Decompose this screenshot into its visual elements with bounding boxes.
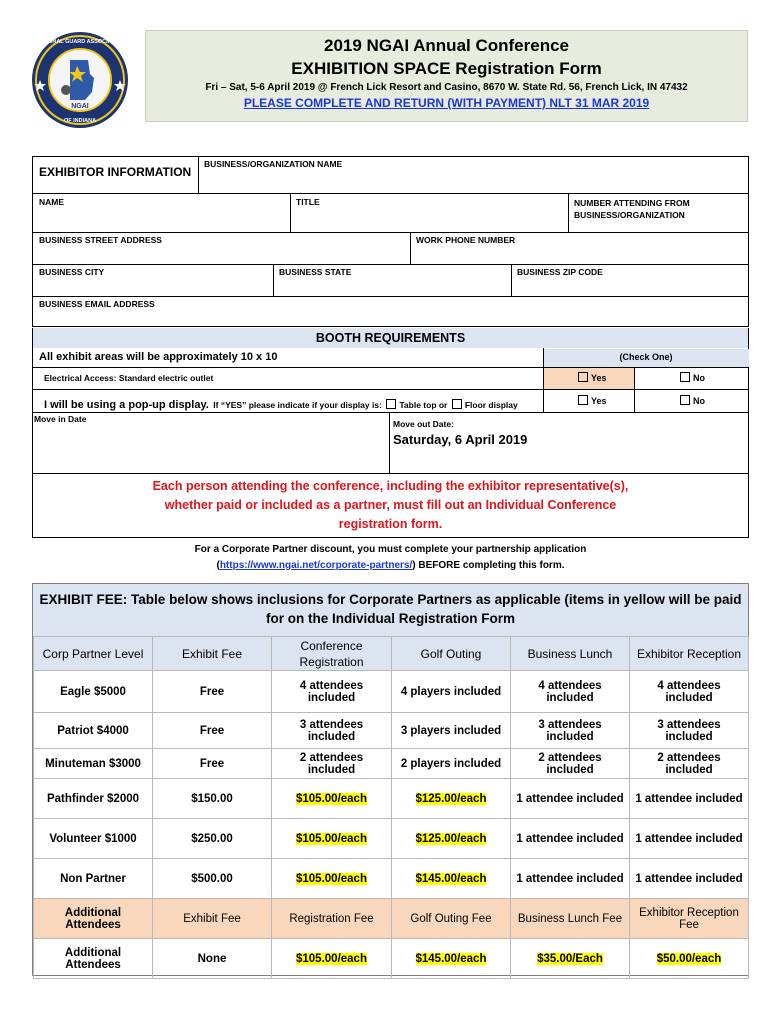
- city-field[interactable]: BUSINESS CITY: [39, 267, 105, 277]
- table-row: [34, 713, 749, 749]
- electrical-access-label: Electrical Access: Standard electric outlet: [44, 373, 214, 383]
- table-cell: $145.00/each: [392, 859, 511, 899]
- popup-display-question: I will be using a pop-up display. If “YES” please indicate if your display is: Table top or Floor display: [44, 399, 518, 411]
- table-cell: 4 attendees included: [272, 671, 392, 713]
- checkbox-icon[interactable]: [578, 395, 588, 405]
- email-field[interactable]: BUSINESS EMAIL ADDRESS: [39, 299, 155, 309]
- table-cell: Exhibit Fee: [153, 899, 272, 939]
- return-deadline: PLEASE COMPLETE AND RETURN (WITH PAYMENT) NLT 31 MAR 2019: [243, 96, 650, 110]
- column-header: Corp Partner Level: [34, 637, 153, 671]
- check-one-label: (Check One): [619, 352, 673, 362]
- column-header: Golf Outing: [392, 637, 511, 671]
- table-cell: Pathfinder $2000: [34, 779, 153, 819]
- table-row: [34, 939, 749, 979]
- exhibit-fee-section: [32, 583, 749, 976]
- table-cell: 4 attendees included: [511, 671, 630, 713]
- table-cell: 1 attendee included: [511, 779, 630, 819]
- table-cell: 2 attendees included: [630, 749, 749, 779]
- table-cell: Free: [153, 749, 272, 779]
- table-cell: 4 attendees included: [630, 671, 749, 713]
- attendee-registration-notice: Each person attending the conference, including the exhibitor representative(s), whether paid or included as a partner, must fill out an Individual Conference registration form.: [152, 479, 629, 531]
- corporate-partners-link[interactable]: https://www.ngai.net/corporate-partners/: [219, 560, 413, 571]
- table-top-checkbox[interactable]: [386, 399, 396, 409]
- table-cell: Minuteman $3000: [34, 749, 153, 779]
- checkbox-icon[interactable]: [680, 372, 690, 382]
- checkbox-icon[interactable]: [680, 395, 690, 405]
- notice-box: [32, 474, 749, 538]
- name-field[interactable]: NAME: [39, 197, 65, 207]
- state-field[interactable]: BUSINESS STATE: [279, 267, 352, 277]
- table-cell: 2 attendees included: [511, 749, 630, 779]
- business-name-field[interactable]: BUSINESS/ORGANIZATION NAME: [204, 159, 343, 169]
- popup-yes-option[interactable]: Yes: [578, 395, 607, 406]
- table-cell: Eagle $5000: [34, 671, 153, 713]
- table-cell: 1 attendee included: [630, 859, 749, 899]
- table-cell: $145.00/each: [392, 939, 511, 979]
- table-cell: $125.00/each: [392, 779, 511, 819]
- exhibitor-info-heading: EXHIBITOR INFORMATION: [39, 165, 192, 179]
- table-row: [34, 819, 749, 859]
- table-cell: 3 players included: [392, 713, 511, 749]
- table-cell: 1 attendee included: [630, 779, 749, 819]
- table-cell: Volunteer $1000: [34, 819, 153, 859]
- work-phone-field[interactable]: WORK PHONE NUMBER: [416, 235, 516, 245]
- table-cell: Patriot $4000: [34, 713, 153, 749]
- table-row: [34, 779, 749, 819]
- table-cell: Non Partner: [34, 859, 153, 899]
- table-cell: Free: [153, 713, 272, 749]
- table-cell: Exhibitor Reception Fee: [630, 899, 749, 939]
- conference-title: 2019 NGAI Annual Conference: [324, 36, 569, 55]
- table-cell: Business Lunch Fee: [511, 899, 630, 939]
- logo-center-text: NGAI: [71, 103, 89, 110]
- table-cell: $500.00: [153, 859, 272, 899]
- table-cell: Additional Attendees: [34, 899, 153, 939]
- table-cell: $125.00/each: [392, 819, 511, 859]
- table-cell: 4 players included: [392, 671, 511, 713]
- table-row: [34, 671, 749, 713]
- zip-field[interactable]: BUSINESS ZIP CODE: [517, 267, 603, 277]
- table-cell: $50.00/each: [630, 939, 749, 979]
- exhibit-area-note: All exhibit areas will be approximately 10 x 10: [39, 351, 278, 363]
- table-cell: 1 attendee included: [630, 819, 749, 859]
- table-cell: None: [153, 939, 272, 979]
- column-header: Business Lunch: [511, 637, 630, 671]
- form-title: EXHIBITION SPACE Registration Form: [291, 59, 602, 78]
- floor-display-checkbox[interactable]: [452, 399, 462, 409]
- table-cell: $150.00: [153, 779, 272, 819]
- table-cell: $105.00/each: [272, 779, 392, 819]
- move-out-label: Move out Date:: [393, 419, 454, 429]
- table-cell: Additional Attendees: [34, 939, 153, 979]
- table-cell: Free: [153, 671, 272, 713]
- event-details: Fri – Sat, 5-6 April 2019 @ French Lick Resort and Casino, 8670 W. State Rd. 56, French Lick, IN 47432: [205, 82, 688, 93]
- table-cell: 2 players included: [392, 749, 511, 779]
- table-row: [34, 859, 749, 899]
- table-cell: $105.00/each: [272, 859, 392, 899]
- table-cell: Golf Outing Fee: [392, 899, 511, 939]
- checkbox-icon[interactable]: [578, 372, 588, 382]
- popup-no-option[interactable]: No: [680, 395, 705, 406]
- logo-ring-bottom: OF INDIANA: [63, 118, 97, 124]
- column-header: Exhibitor Reception: [630, 637, 749, 671]
- exhibit-fee-caption: EXHIBIT FEE: Table below shows inclusions for Corporate Partners as applicable (items in yellow will be paid for on the Individual Registration Form: [33, 584, 748, 636]
- booth-requirements-heading: BOOTH REQUIREMENTS: [32, 328, 749, 348]
- corporate-partner-note: For a Corporate Partner discount, you must complete your partnership application (https://www.ngai.net/corporate-partners/) BEFORE completing this form.: [194, 544, 587, 571]
- table-cell: 1 attendee included: [511, 819, 630, 859]
- table-cell: $105.00/each: [272, 939, 392, 979]
- column-header: Conference Registration: [272, 637, 392, 671]
- column-header: Exhibit Fee: [153, 637, 272, 671]
- electrical-no-option[interactable]: No: [680, 372, 705, 383]
- table-cell: 3 attendees included: [630, 713, 749, 749]
- table-row: [34, 899, 749, 939]
- move-out-date: Saturday, 6 April 2019: [393, 432, 528, 447]
- ngai-logo: [30, 30, 130, 130]
- move-in-date-field[interactable]: Move in Date: [34, 414, 87, 424]
- title-field[interactable]: TITLE: [296, 197, 320, 207]
- table-cell: 2 attendees included: [272, 749, 392, 779]
- table-row: [34, 749, 749, 779]
- header-box: [145, 30, 748, 122]
- table-cell: 3 attendees included: [272, 713, 392, 749]
- number-attending-field[interactable]: NUMBER ATTENDING FROM BUSINESS/ORGANIZATION: [574, 198, 690, 220]
- table-cell: $105.00/each: [272, 819, 392, 859]
- exhibit-fee-table: [33, 636, 749, 979]
- table-header-row: [34, 637, 749, 671]
- table-cell: $35.00/Each: [511, 939, 630, 979]
- electrical-yes-option[interactable]: Yes: [578, 372, 607, 383]
- table-cell: 1 attendee included: [511, 859, 630, 899]
- logo-ring-top: NATIONAL GUARD ASSOCIATION: [35, 39, 125, 45]
- table-cell: Registration Fee: [272, 899, 392, 939]
- table-cell: 3 attendees included: [511, 713, 630, 749]
- street-address-field[interactable]: BUSINESS STREET ADDRESS: [39, 235, 162, 245]
- table-cell: $250.00: [153, 819, 272, 859]
